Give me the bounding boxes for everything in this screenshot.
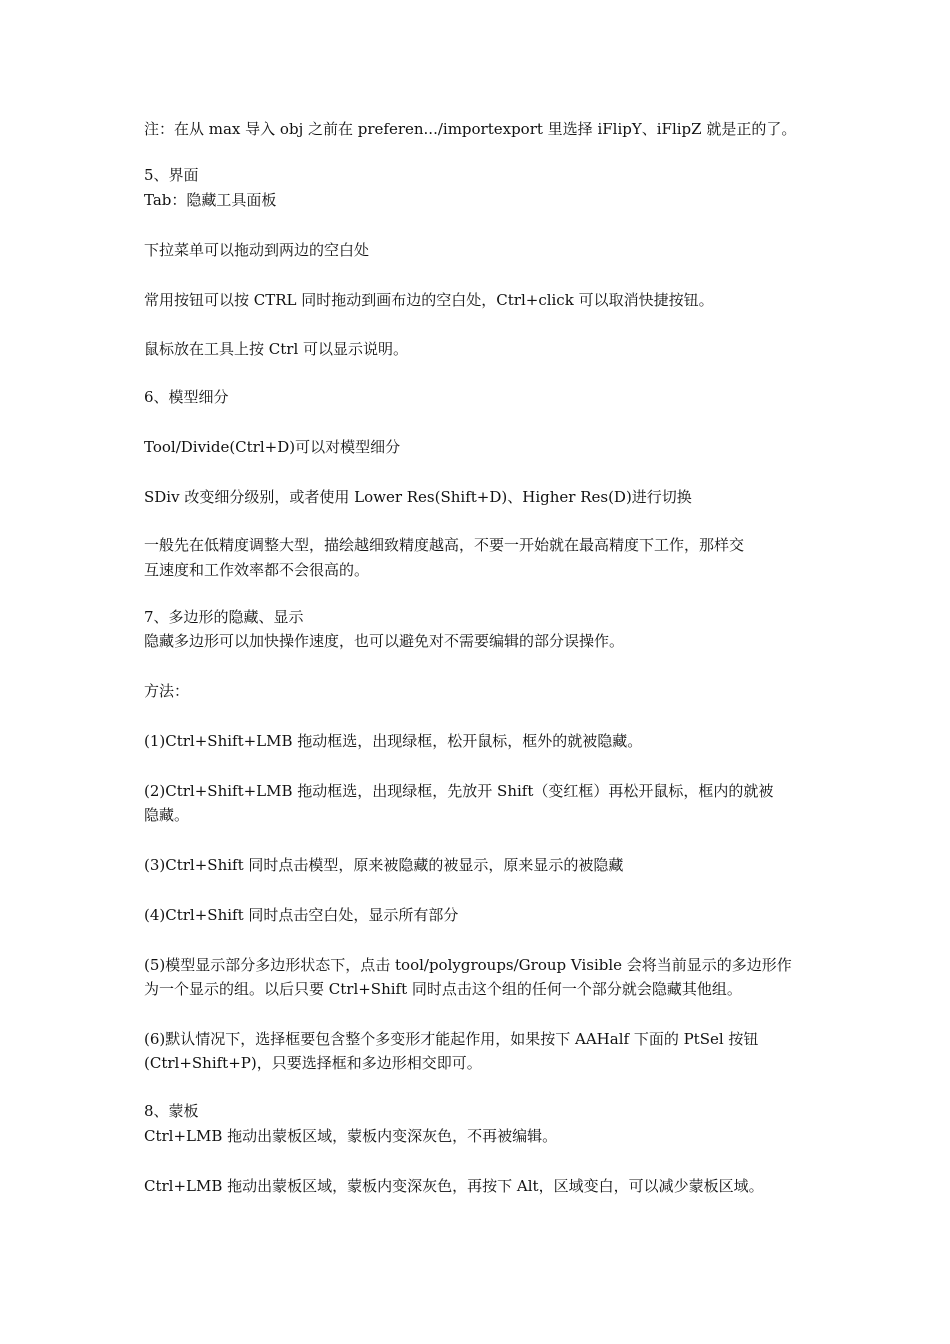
tab-hint: Tab：隐藏工具面板 — [144, 191, 277, 209]
mask-hint-1: Ctrl+LMB 拖动出蒙板区域，蒙板内变深灰色，不再被编辑。 — [144, 1127, 558, 1145]
method-label: 方法： — [144, 682, 190, 700]
hide-intro: 隐藏多边形可以加快操作速度，也可以避免对不需要编辑的部分误操作。 — [144, 632, 625, 650]
sdiv-hint: SDiv 改变细分级别，或者使用 Lower Res(Shift+D)、Higher Res(D)进行切换 — [144, 488, 692, 506]
advice-line-1: 一般先在低精度调整大型，描绘越细致精度越高，不要一开始就在最高精度下工作，那样交 — [144, 536, 745, 554]
mask-hint-2: Ctrl+LMB 拖动出蒙板区域，蒙板内变深灰色，再按下 Alt，区域变白，可以减少蒙板区域。 — [144, 1177, 764, 1195]
tooltip-hint: 鼠标放在工具上按 Ctrl 可以显示说明。 — [144, 340, 409, 358]
section-7-heading: 7、多边形的隐藏、显示 — [144, 608, 304, 626]
section-5-heading: 5、界面 — [144, 166, 199, 184]
method-6-line-2: (Ctrl+Shift+P)，只要选择框和多边形相交即可。 — [144, 1054, 482, 1072]
divide-hint: Tool/Divide(Ctrl+D)可以对模型细分 — [144, 438, 401, 456]
method-5-line-2: 为一个显示的组。以后只要 Ctrl+Shift 同时点击这个组的任何一个部分就会隐藏其他组。 — [144, 980, 742, 998]
import-note: 注：在从 max 导入 obj 之前在 preferen.../importexport 里选择 iFlipY、iFlipZ 就是正的了。 — [144, 120, 797, 138]
method-5-line-1: (5)模型显示部分多边形状态下，点击 tool/polygroups/Group Visible 会将当前显示的多边形作 — [144, 956, 792, 974]
method-1: (1)Ctrl+Shift+LMB 拖动框选，出现绿框，松开鼠标，框外的就被隐藏。 — [144, 732, 643, 750]
method-6-line-1: (6)默认情况下，选择框要包含整个多变形才能起作用，如果按下 AAHalf 下面的 PtSel 按钮 — [144, 1030, 759, 1048]
section-6-heading: 6、模型细分 — [144, 388, 229, 406]
method-4: (4)Ctrl+Shift 同时点击空白处，显示所有部分 — [144, 906, 459, 924]
section-8-heading: 8、蒙板 — [144, 1102, 199, 1120]
method-3: (3)Ctrl+Shift 同时点击模型，原来被隐藏的被显示，原来显示的被隐藏 — [144, 856, 624, 874]
buttons-hint: 常用按钮可以按 CTRL 同时拖动到画布边的空白处，Ctrl+click 可以取消快捷按钮。 — [144, 291, 714, 309]
dropdown-hint: 下拉菜单可以拖动到两边的空白处 — [144, 241, 370, 259]
method-2-line-2: 隐藏。 — [144, 806, 190, 824]
method-2-line-1: (2)Ctrl+Shift+LMB 拖动框选，出现绿框，先放开 Shift（变红框）再松开鼠标，框内的就被 — [144, 782, 774, 800]
advice-line-2: 互速度和工作效率都不会很高的。 — [144, 561, 370, 579]
